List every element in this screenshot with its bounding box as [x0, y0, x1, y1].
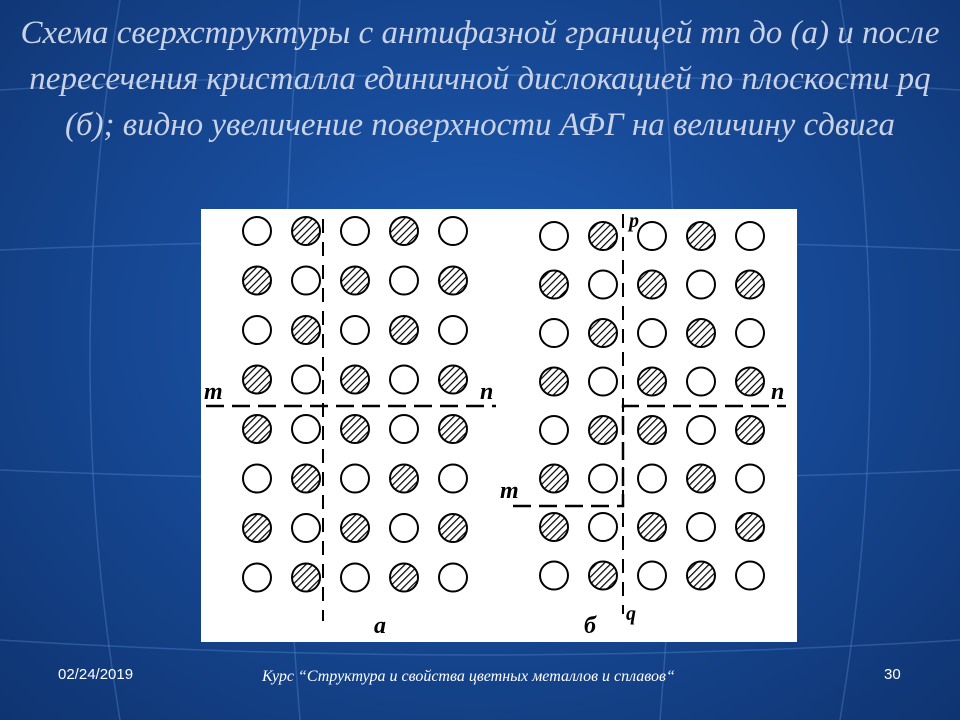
panel-b-hatched-atom: [638, 416, 666, 444]
panel-b-open-atom: [589, 465, 617, 493]
label-m-left: m: [204, 379, 223, 405]
label-b: б: [584, 613, 596, 639]
panel-b-hatched-atom: [736, 416, 764, 444]
panel-b-hatched-atom: [687, 562, 715, 590]
panel-a-hatched-atom: [243, 366, 271, 394]
superstructure-diagram: [201, 209, 797, 642]
panel-a-open-atom: [341, 564, 369, 592]
panel-a-open-atom: [439, 465, 467, 493]
label-p: p: [629, 210, 639, 232]
panel-a-hatched-atom: [439, 514, 467, 542]
panel-a-hatched-atom: [292, 564, 320, 592]
panel-a-open-atom: [390, 415, 418, 443]
panel-b-hatched-atom: [589, 562, 617, 590]
panel-a-open-atom: [341, 316, 369, 344]
panel-a-open-atom: [390, 514, 418, 542]
panel-b-hatched-atom: [638, 513, 666, 541]
panel-a-hatched-atom: [439, 415, 467, 443]
panel-b-hatched-atom: [736, 513, 764, 541]
panel-a-hatched-atom: [292, 316, 320, 344]
panel-a-open-atom: [292, 415, 320, 443]
panel-a-hatched-atom: [292, 217, 320, 245]
panel-a-open-atom: [341, 465, 369, 493]
panel-b-open-atom: [638, 222, 666, 250]
panel-a-open-atom: [439, 564, 467, 592]
panel-a-hatched-atom: [390, 316, 418, 344]
panel-b-hatched-atom: [687, 465, 715, 493]
slide-title: Схема сверхструктуры с антифазной границей mn до (а) и после пересечения кристалла единичной дислокацией по плоскости pq (б); видно увеличение поверхности АФГ на величину сдвига: [20, 15, 940, 143]
panel-b-hatched-atom: [687, 319, 715, 347]
panel-b-open-atom: [638, 465, 666, 493]
panel-a-hatched-atom: [341, 267, 369, 295]
panel-b-open-atom: [589, 368, 617, 396]
panel-b-open-atom: [589, 513, 617, 541]
panel-a-hatched-atom: [341, 514, 369, 542]
panel-a-open-atom: [243, 217, 271, 245]
panel-b-open-atom: [736, 562, 764, 590]
panel-a-open-atom: [390, 267, 418, 295]
panel-a-open-atom: [243, 465, 271, 493]
panel-a-open-atom: [292, 366, 320, 394]
panel-b-open-atom: [540, 416, 568, 444]
panel-a-hatched-atom: [439, 366, 467, 394]
panel-b-open-atom: [736, 465, 764, 493]
panel-a-open-atom: [439, 316, 467, 344]
panel-b-open-atom: [540, 319, 568, 347]
panel-a-open-atom: [390, 366, 418, 394]
panel-b-hatched-atom: [589, 222, 617, 250]
panel-a-open-atom: [292, 514, 320, 542]
panel-b-hatched-atom: [638, 271, 666, 299]
panel-a-open-atom: [341, 217, 369, 245]
panel-b-hatched-atom: [589, 319, 617, 347]
panel-a-atoms: [243, 217, 467, 592]
footer-page-number: 30: [884, 666, 901, 683]
panel-b-open-atom: [736, 222, 764, 250]
panel-a-hatched-atom: [341, 415, 369, 443]
label-a: а: [374, 613, 386, 639]
panel-b-open-atom: [638, 562, 666, 590]
panel-a-hatched-atom: [243, 415, 271, 443]
panel-a-open-atom: [243, 564, 271, 592]
panel-b-open-atom: [736, 319, 764, 347]
panel-a-hatched-atom: [292, 465, 320, 493]
panel-b-hatched-atom: [638, 368, 666, 396]
panel-b-open-atom: [687, 368, 715, 396]
panel-a-open-atom: [439, 217, 467, 245]
panel-b-hatched-atom: [736, 368, 764, 396]
footer-date: 02/24/2019: [58, 666, 134, 683]
panel-a-hatched-atom: [341, 366, 369, 394]
panel-b-open-atom: [687, 271, 715, 299]
panel-a-open-atom: [243, 316, 271, 344]
panel-b-open-atom: [638, 319, 666, 347]
panel-a-hatched-atom: [390, 564, 418, 592]
panel-a-hatched-atom: [390, 465, 418, 493]
panel-b-hatched-atom: [540, 513, 568, 541]
panel-b-hatched-atom: [589, 416, 617, 444]
panel-b-open-atom: [589, 271, 617, 299]
panel-b-open-atom: [687, 513, 715, 541]
panel-a-hatched-atom: [243, 267, 271, 295]
panel-b-open-atom: [687, 416, 715, 444]
label-n-right: n: [771, 379, 785, 405]
panel-b-hatched-atom: [736, 271, 764, 299]
panel-b-hatched-atom: [540, 271, 568, 299]
panel-a-hatched-atom: [390, 217, 418, 245]
panel-b-hatched-atom: [540, 368, 568, 396]
panel-b-open-atom: [540, 222, 568, 250]
panel-a-hatched-atom: [243, 514, 271, 542]
label-q: q: [626, 603, 636, 625]
footer-course-title: Курс “Структура и свойства цветных металлов и сплавов“: [262, 668, 675, 685]
label-m-right: m: [500, 478, 519, 504]
panel-a-open-atom: [292, 267, 320, 295]
panel-a-hatched-atom: [439, 267, 467, 295]
panel-b-open-atom: [540, 562, 568, 590]
label-n-left: n: [480, 379, 494, 405]
panel-b-hatched-atom: [687, 222, 715, 250]
panel-b-hatched-atom: [540, 465, 568, 493]
